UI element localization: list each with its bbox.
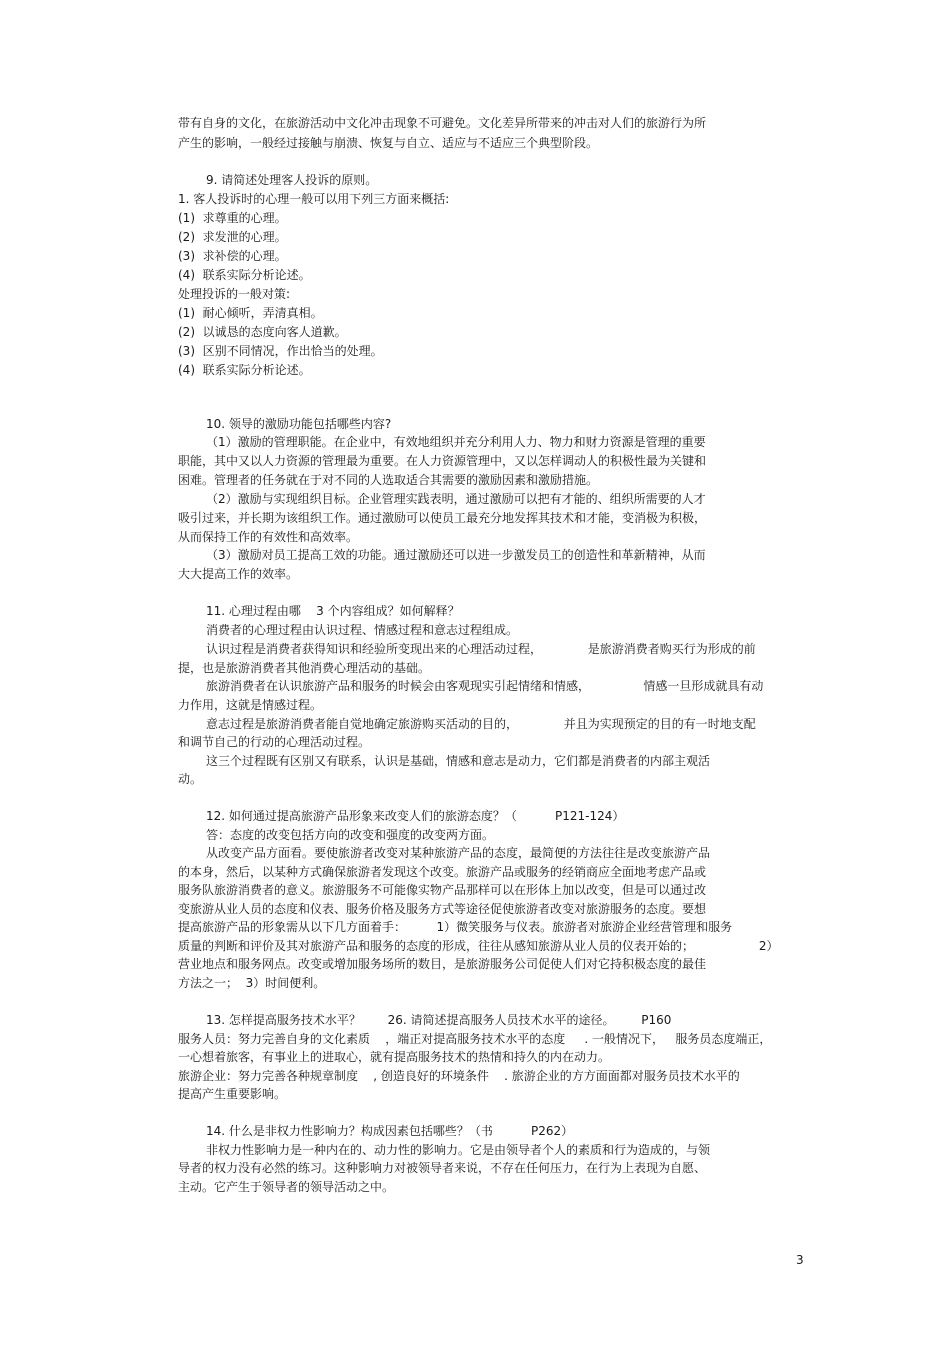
list-item: (3) 区别不同情况，作出恰当的处理。 — [178, 344, 383, 358]
question-heading: 13. 怎样提高服务技术水平？ 26. 请简述提高服务人员技术水平的途径。 P160 — [206, 1013, 672, 1027]
text-line: 旅游企业：努力完善各种规章制度 , 创造良好的环境条件 . 旅游企业的方方面面都对服务员技术水平的 — [178, 1069, 740, 1083]
text-line: 产生的影响，一般经过接触与崩溃、恢复与自立、适应与不适应三个典型阶段。 — [178, 136, 599, 150]
text-line: 1. 客人投诉时的心理一般可以用下列三方面来概括: — [178, 192, 450, 206]
question-heading: 9. 请简述处理客人投诉的原则。 — [206, 173, 378, 187]
text-line: 答：态度的改变包括方向的改变和强度的改变两方面。 — [206, 828, 495, 842]
text-line: 动。 — [178, 772, 203, 786]
list-item: (2) 求发泄的心理。 — [178, 230, 287, 244]
text-line: 消费者的心理过程由认识过程、情感过程和意志过程组成。 — [206, 623, 519, 637]
text-line: （1）激励的管理职能。在企业中，有效地组织并充分利用人力、物力和财力资源是管理的重要 — [206, 435, 706, 449]
text-line: 从改变产品方面看。要使旅游者改变对某种旅游产品的态度，最简便的方法往往是改变旅游产品 — [206, 846, 711, 860]
text-line: 方法之一； 3）时间便利。 — [178, 976, 326, 990]
text-line: 服务队旅游消费者的意义。旅游服务不可能像实物产品那样可以在形体上加以改变，但是可以通过改 — [178, 883, 707, 897]
text-line: 服务人员：努力完善自身的文化素质 ，端正对提高服务技术水平的态度 . 一般情况下， 服务员态度端正， — [178, 1032, 772, 1046]
text-line: 从而保持工作的有效性和高效率。 — [178, 530, 359, 544]
text-line: 提，也是旅游消费者其他消费心理活动的基础。 — [178, 661, 431, 675]
text-line: （2）激励与实现组织目标。企业管理实践表明，通过激励可以把有才能的、组织所需要的人才 — [206, 492, 706, 506]
text-line: 意志过程是旅游消费者能自觉地确定旅游购买活动的目的， 并且为实现预定的目的有一时地支配 — [206, 717, 756, 731]
question-heading: 12. 如何通过提高旅游产品形象来改变人们的旅游态度？（ P121-124） — [206, 809, 625, 823]
text-line: 和调节自己的行动的心理活动过程。 — [178, 735, 371, 749]
list-item: (2) 以诚恳的态度向客人道歉。 — [178, 325, 347, 339]
text-line: 带有自身的文化，在旅游活动中文化冲击现象不可避免。文化差异所带来的冲击对人们的旅游行为所 — [178, 116, 707, 130]
text-line: 提高产生重要影响。 — [178, 1087, 287, 1101]
text-line: 吸引过来，并长期为该组织工作。通过激励可以使员工最充分地发挥其技术和才能，变消极为积极， — [178, 511, 707, 525]
page-number: 3 — [796, 1253, 804, 1267]
text-line: 导者的权力没有必然的练习。这种影响力对被领导者来说，不存在任何压力，在行为上表现为自愿、 — [178, 1161, 707, 1175]
list-item: (4) 联系实际分析论述。 — [178, 363, 311, 377]
text-line: 旅游消费者在认识旅游产品和服务的时候会由客观现实引起情绪和情感， 情感一旦形成就具有动 — [206, 679, 764, 693]
text-line: 职能，其中又以人力资源的管理最为重要。在人力资源管理中，又以怎样调动人的积极性最为关键和 — [178, 454, 707, 468]
list-item: (1) 求尊重的心理。 — [178, 211, 287, 225]
text-line: 处理投诉的一般对策: — [178, 287, 291, 301]
text-line: 认识过程是消费者获得知识和经验所变现出来的心理活动过程， 是旅游消费者购买行为形成的前 — [206, 642, 756, 656]
text-line: 非权力性影响力是一种内在的、动力性的影响力。它是由领导者个人的素质和行为造成的，与领 — [206, 1143, 711, 1157]
question-heading: 11. 心理过程由哪 3 个内容组成？如何解释？ — [206, 604, 460, 618]
text-line: 变旅游从业人员的态度和仪表、服务价格及服务方式等途径促使旅游者改变对旅游服务的态度。要想 — [178, 902, 707, 916]
question-heading: 10. 领导的激励功能包括哪些内容? — [206, 417, 392, 431]
text-line: 力作用，这就是情感过程。 — [178, 698, 323, 712]
text-line: 主动。它产生于领导者的领导活动之中。 — [178, 1180, 395, 1194]
text-line: 的本身，然后，以某种方式确保旅游者发现这个改变。旅游产品或服务的经销商应全面地考虑产品或 — [178, 865, 707, 879]
list-item: (4) 联系实际分析论述。 — [178, 268, 311, 282]
list-item: (3) 求补偿的心理。 — [178, 249, 287, 263]
text-line: 质量的判断和评价及其对旅游产品和服务的态度的形成，往往从感知旅游从业人员的仪表开始的； 2） — [178, 939, 779, 953]
text-line: （3）激励对员工提高工效的功能。通过激励还可以进一步激发员工的创造性和革新精神，从而 — [206, 548, 706, 562]
text-line: 这三个过程既有区别又有联系，认识是基础，情感和意志是动力，它们都是消费者的内部主观活 — [206, 754, 711, 768]
text-line: 营业地点和服务网点。改变或增加服务场所的数目，是旅游服务公司促使人们对它持积极态度的最佳 — [178, 957, 707, 971]
question-heading: 14. 什么是非权力性影响力？构成因素包括哪些？（书 P262） — [206, 1124, 574, 1138]
text-line: 困难。管理者的任务就在于对不同的人选取适合其需要的激励因素和激励措施。 — [178, 473, 599, 487]
list-item: (1) 耐心倾听，弄清真相。 — [178, 306, 323, 320]
text-line: 大大提高工作的效率。 — [178, 567, 299, 581]
text-line: 一心想着旅客，有事业上的进取心，就有提高服务技术的热情和持久的内在动力。 — [178, 1050, 611, 1064]
text-line: 提高旅游产品的形象需从以下几方面着手： 1）微笑服务与仪表。旅游者对旅游企业经营管理和服务 — [178, 920, 733, 934]
